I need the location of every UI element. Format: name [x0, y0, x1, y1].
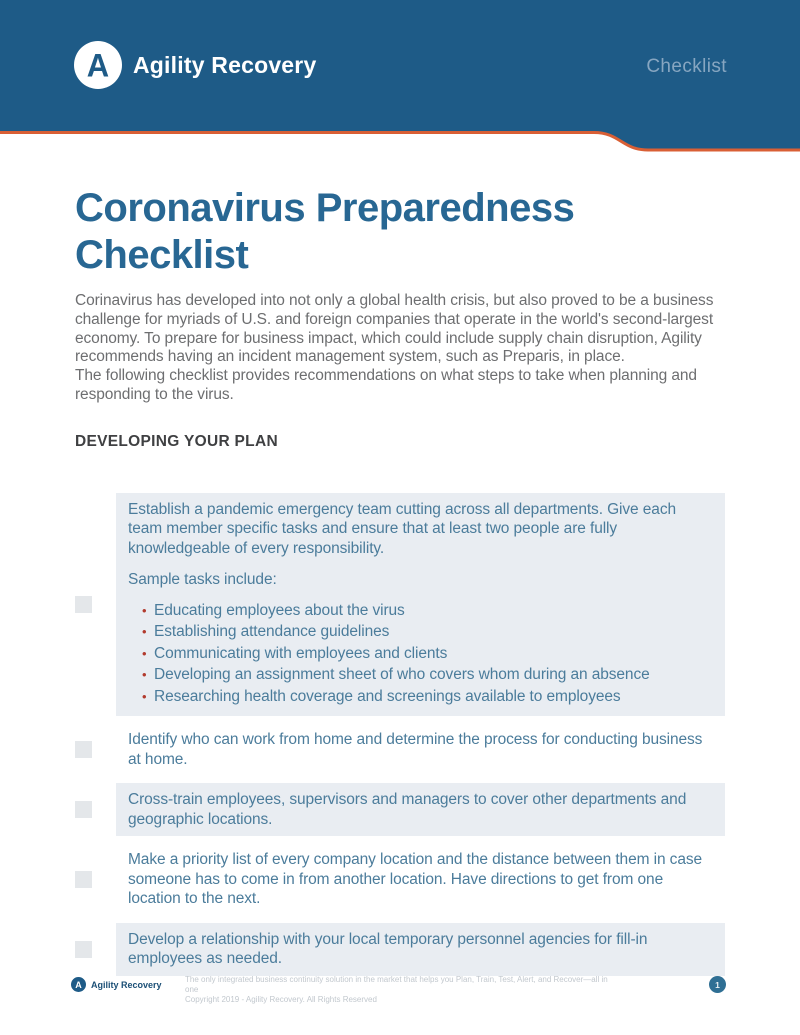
bullet-item: • Educating employees about the virus — [142, 600, 713, 622]
checkbox-icon — [75, 741, 92, 758]
footer-logo — [71, 977, 162, 992]
checkbox-icon — [75, 941, 92, 958]
bullet-item: • Establishing attendance guidelines — [142, 621, 713, 643]
checklist — [75, 493, 725, 976]
checklist-item-text: Cross-train employees, supervisors and managers to cover other departments and geographic locations. — [128, 791, 687, 828]
checklist-item — [75, 493, 725, 717]
checklist-item-content — [116, 493, 725, 717]
footer-logo-a-icon: A — [71, 977, 86, 992]
header — [0, 0, 800, 155]
checklist-item-content — [116, 843, 725, 916]
doc-type-label: Checklist — [646, 56, 727, 77]
checklist-item-content — [116, 923, 725, 976]
checklist-item-text: Establish a pandemic emergency team cutting across all departments. Give each team member specific tasks and ensure that at least two people are fully knowledgeable of every responsibility. — [128, 500, 676, 557]
bullet-item: • Researching health coverage and screenings available to employees — [142, 686, 713, 708]
checkbox-icon — [75, 596, 92, 613]
bullet-item: • Developing an assignment sheet of who covers whom during an absence — [142, 664, 713, 686]
intro-paragraph-2: The following checklist provides recommendations on what steps to take when planning and responding to the virus. — [75, 367, 697, 403]
checklist-item — [75, 783, 725, 836]
checklist-item-text: Identify who can work from home and determine the process for conducting business at home. — [128, 731, 703, 768]
footer-text — [185, 975, 615, 1005]
logo-a-icon: A — [86, 46, 110, 84]
main-content — [75, 185, 725, 976]
checklist-item-content — [116, 723, 725, 776]
footer-brand-name: Agility Recovery — [91, 979, 162, 990]
bullet-list — [128, 600, 713, 708]
checkbox-icon — [75, 801, 92, 818]
checklist-item — [75, 923, 725, 976]
logo-circle-icon — [74, 41, 122, 89]
page-number-badge: 1 — [709, 976, 726, 993]
brand-name: Agility Recovery — [133, 51, 317, 78]
checklist-item — [75, 723, 725, 776]
intro-paragraph-1: Corinavirus has developed into not only a global health crisis, but also proved to be a business challenge for myriads of U.S. and foreign companies that operate in the world's second-largest economy. To prepare for business impact, which could include supply chain disruption, Agility recommends having an incident management system, such as Preparis, in place. — [75, 292, 714, 366]
footer-copyright: Copyright 2019 - Agility Recovery. All Rights Reserved — [185, 995, 377, 1004]
section-heading: DEVELOPING YOUR PLAN — [75, 432, 278, 450]
checklist-item-text: Develop a relationship with your local temporary personnel agencies for fill-in employees as needed. — [128, 930, 648, 968]
bullet-item: • Communicating with employees and clients — [142, 643, 713, 665]
page-title — [75, 185, 725, 279]
checklist-item-text: Sample tasks include: — [128, 571, 277, 589]
checklist-item-content — [116, 783, 725, 836]
checklist-item — [75, 843, 725, 916]
intro — [75, 292, 725, 405]
checklist-item-text: Make a priority list of every company location and the distance between them in case someone has to come in from another location. Have directions to get from one location to the next. — [128, 851, 703, 908]
footer-tagline: The only integrated business continuity solution in the market that helps you Plan, Train, Test, Alert, and Recover—all in one — [185, 975, 608, 994]
page-title-line2: Checklist — [75, 233, 249, 277]
footer — [0, 971, 800, 1003]
checkbox-icon — [75, 871, 92, 888]
agility-logo — [74, 41, 316, 89]
page-title-line1: Coronavirus Preparedness — [75, 186, 575, 230]
